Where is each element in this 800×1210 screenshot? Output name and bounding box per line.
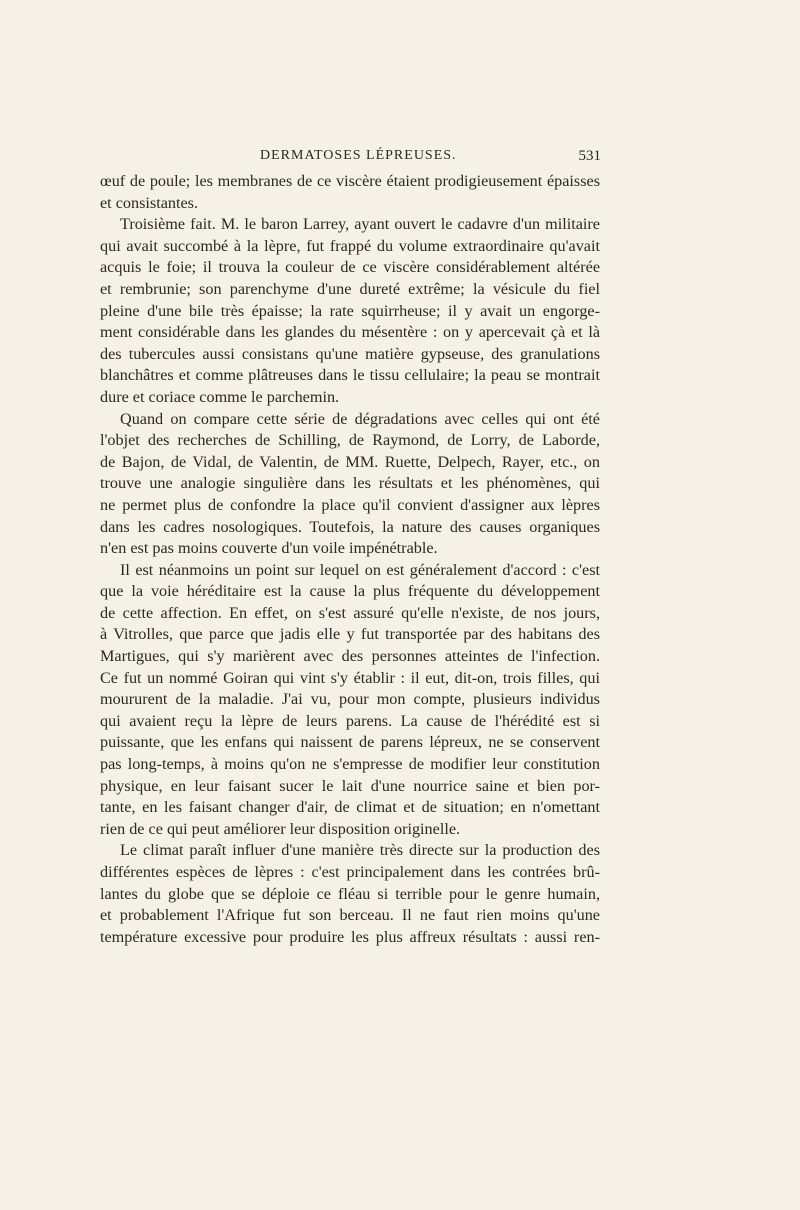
text-line: pleine d'une bile très épaisse; la rate squirrheuse; il y avait un engorge-	[100, 301, 600, 320]
text-line: Le climat paraît influer d'une manière très directe sur la production des	[120, 841, 600, 860]
text-line: qui avaient reçu la lèpre de leurs parens. La cause de l'hérédité est si	[100, 711, 600, 730]
text-line: Martigues, qui s'y marièrent avec des personnes atteintes de l'infection.	[100, 647, 600, 666]
text-line: et probablement l'Afrique fut son berceau. Il ne faut rien moins qu'une	[100, 906, 600, 925]
text-line: température excessive pour produire les plus affreux résultats : aussi ren-	[100, 927, 600, 946]
running-title: DERMATOSES LÉPREUSES.	[260, 148, 457, 163]
text-line: ne permet plus de confondre la place qu'il convient d'assigner aux lèpres	[100, 495, 600, 514]
text-line: et consistantes.	[100, 193, 199, 212]
text-line: que la voie héréditaire est la cause la plus fréquente du développement	[100, 582, 600, 601]
text-line: qui avait succombé à la lèpre, fut frappé du volume extraordinaire qu'avait	[100, 236, 600, 255]
text-line: œuf de poule; les membranes de ce viscère étaient prodigieusement épaisses	[100, 172, 600, 190]
text-line: l'objet des recherches de Schilling, de Raymond, de Lorry, de Laborde,	[100, 431, 600, 450]
text-line: pas long-temps, à moins qu'on ne s'empresse de modifier leur constitution	[100, 755, 600, 774]
body-text	[100, 171, 600, 948]
text-line: lantes du globe que se déploie ce fléau si terrible pour le genre humain,	[100, 884, 600, 903]
text-line: tante, en les faisant changer d'air, de climat et de situation; en n'omettant	[100, 798, 600, 817]
text-line: dure et coriace comme le parchemin.	[100, 387, 340, 406]
text-line: rien de ce qui peut améliorer leur disposition originelle.	[100, 819, 461, 838]
text-line: moururent de la maladie. J'ai vu, pour mon compte, plusieurs individus	[100, 690, 600, 709]
text-line: n'en est pas moins couverte d'un voile impénétrable.	[100, 539, 438, 558]
text-line: de cette affection. En effet, on s'est assuré qu'elle n'existe, de nos jours,	[100, 603, 600, 622]
text-line: puissante, que les enfans qui naissent de parens lépreux, ne se conservent	[100, 733, 600, 752]
text-line: dans les cadres nosologiques. Toutefois, la nature des causes organiques	[100, 517, 600, 536]
page-number: 531	[578, 148, 601, 164]
text-line: ment considérable dans les glandes du mésentère : on y apercevait çà et là	[100, 323, 600, 342]
text-line: différentes espèces de lèpres : c'est principalement dans les contrées brû-	[100, 863, 600, 881]
text-line: Il est néanmoins un point sur lequel on est généralement d'accord : c'est	[120, 560, 600, 579]
text-line: blanchâtres et comme plâtreuses dans le tissu cellulaire; la peau se montrait	[100, 366, 600, 385]
text-line: de Bajon, de Vidal, de Valentin, de MM. Ruette, Delpech, Rayer, etc., on	[100, 452, 600, 471]
text-line: des tubercules aussi consistans qu'une matière gypseuse, des granulations	[100, 344, 600, 363]
text-line: Quand on compare cette série de dégradations avec celles qui ont été	[120, 409, 600, 428]
text-line: et rembrunie; son parenchyme d'une dureté extrême; la vésicule du fiel	[100, 279, 600, 298]
text-line: acquis le foie; il trouva la couleur de ce viscère considérablement altérée	[100, 258, 600, 277]
text-line: trouve une analogie singulière dans les résultats et les phénomènes, qui	[100, 474, 600, 493]
text-line: Troisième fait. M. le baron Larrey, ayant ouvert le cadavre d'un militaire	[120, 215, 600, 234]
text-line: physique, en leur faisant sucer le lait d'une nourrice saine et bien por-	[100, 776, 600, 795]
text-line: à Vitrolles, que parce que jadis elle y fut transportée par des habitans des	[100, 625, 600, 644]
text-line: Ce fut un nommé Goiran qui vint s'y établir : il eut, dit-on, trois filles, qui	[100, 668, 600, 687]
